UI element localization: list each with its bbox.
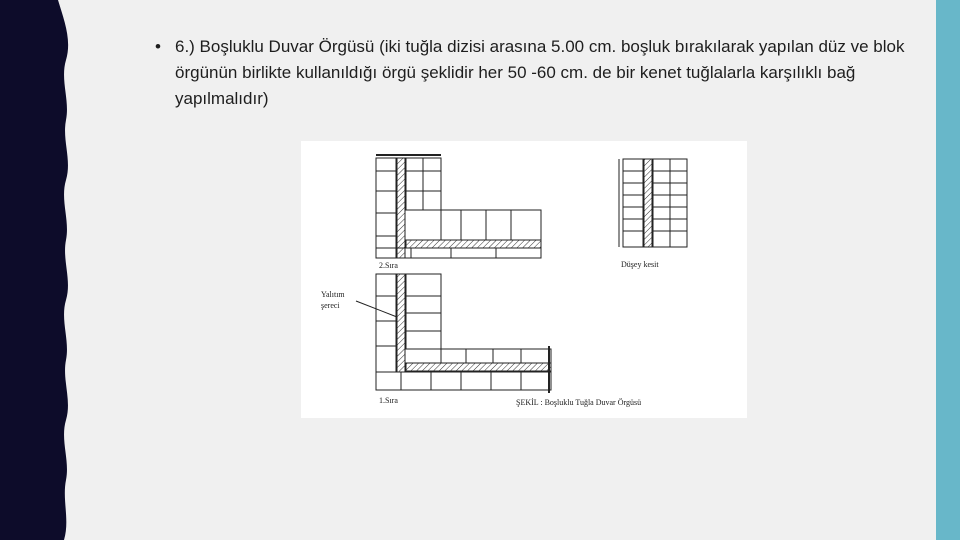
- figure-caption: ŞEKİL : Boşluklu Tuğla Duvar Örgüsü: [516, 398, 642, 407]
- plan-row-1: [376, 274, 551, 393]
- bullet-text: 6.) Boşluklu Duvar Örgüsü (iki tuğla dizisi arasına 5.00 cm. boşluk bırakılarak yapılan düz ve blok örgünün birlikte kullanıldığı örgü şeklidir her 50 -60 cm. de bir kenet tuğlalarla karşılıklı bağ yapılmalıdır): [175, 37, 905, 108]
- label-vertical-section: Düşey kesit: [621, 260, 659, 269]
- bullet-item: [155, 34, 935, 112]
- left-decorative-band: [0, 0, 80, 540]
- right-accent-band: [936, 0, 960, 540]
- label-row-1: 1.Sıra: [379, 396, 398, 405]
- label-row-2: 2.Sıra: [379, 261, 398, 270]
- diagram-drawing: [301, 141, 747, 418]
- plan-row-2: [376, 155, 541, 258]
- label-insulation-1: Yalıtım: [321, 290, 345, 299]
- label-insulation-2: şereci: [321, 301, 340, 310]
- bullet-dot: •: [155, 37, 161, 56]
- brick-wall-diagram: [301, 141, 747, 418]
- vertical-section: [619, 159, 687, 247]
